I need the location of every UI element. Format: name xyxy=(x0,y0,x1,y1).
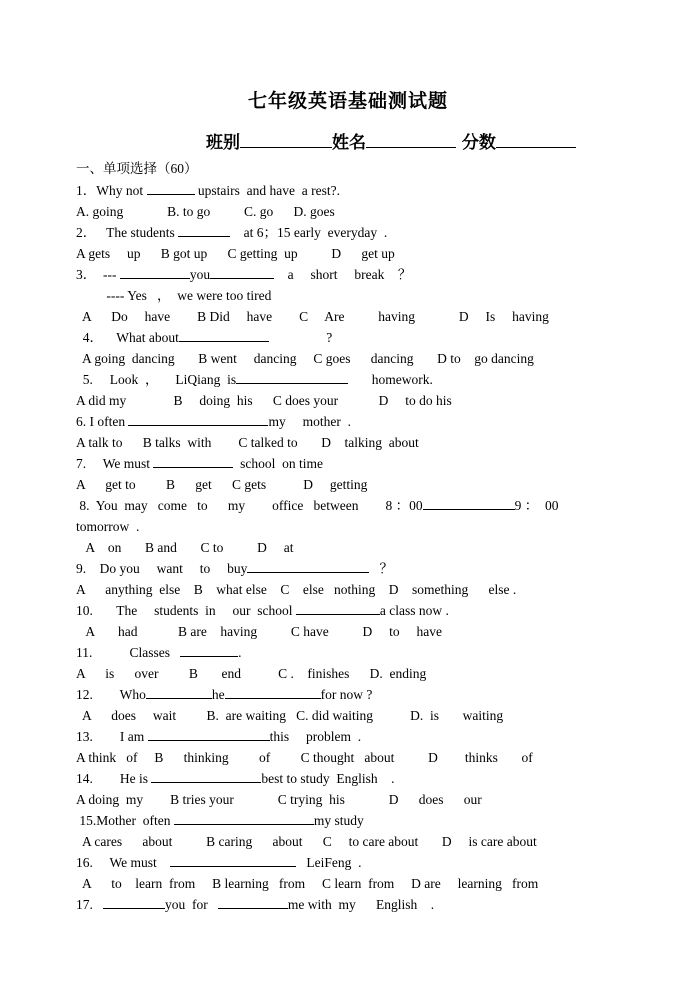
answer-blank[interactable] xyxy=(225,686,321,699)
line-text: 10. The students in our school xyxy=(76,603,296,618)
text-line xyxy=(76,350,534,368)
student-info-header xyxy=(206,127,576,153)
answer-blank[interactable] xyxy=(180,644,238,657)
line-text: my study xyxy=(313,813,364,828)
answer-blank[interactable] xyxy=(147,182,195,195)
text-line xyxy=(76,413,351,431)
answer-blank[interactable] xyxy=(210,266,274,279)
text-line xyxy=(76,581,516,599)
line-text: 4． What about xyxy=(76,330,179,345)
line-text: A. going B. to go C. go D. goes xyxy=(76,204,335,219)
text-line xyxy=(76,371,433,389)
answer-blank[interactable] xyxy=(151,770,261,783)
line-text: 3． --- xyxy=(76,267,120,282)
text-line xyxy=(76,560,393,578)
text-line xyxy=(76,665,426,683)
answer-blank[interactable] xyxy=(146,686,212,699)
line-text: A anything else B what else C else nothing D something else . xyxy=(76,582,517,597)
line-text: best to study English . xyxy=(261,771,395,786)
line-text: A does wait B. are waiting C. did waiting D. is waiting xyxy=(76,708,504,723)
line-text: 13. I am xyxy=(76,729,148,744)
text-line xyxy=(76,329,332,347)
answer-blank[interactable] xyxy=(236,371,348,384)
text-line xyxy=(76,875,538,893)
name-blank[interactable] xyxy=(366,127,456,148)
score-label: 分数 xyxy=(461,133,496,153)
text-line xyxy=(76,160,198,178)
text-line xyxy=(76,497,558,515)
text-line xyxy=(76,749,533,767)
line-text: 8. You may come to my office between 8 ：00 xyxy=(76,498,423,513)
line-text: a class now . xyxy=(379,603,449,618)
line-text: A cares about B caring about C to care about D is care about xyxy=(76,834,537,849)
name-label: 姓名 xyxy=(332,133,366,153)
text-line xyxy=(76,644,242,662)
text-line xyxy=(76,686,372,704)
answer-blank[interactable] xyxy=(423,497,515,510)
line-text: 6. I often xyxy=(76,414,129,429)
line-text: 1．Why not xyxy=(76,183,147,198)
text-line xyxy=(76,392,452,410)
line-text: A think of B thinking of C thought about D thinks of xyxy=(76,750,533,765)
text-line xyxy=(76,791,482,809)
page-title: 七年级英语基础测试题 xyxy=(247,90,448,112)
line-text: upstairs and have a rest?. xyxy=(194,183,340,198)
line-text: he xyxy=(211,687,225,702)
line-text: this problem . xyxy=(269,729,362,744)
answer-blank[interactable] xyxy=(128,413,268,426)
line-text: A doing my B tries your C trying his D does our xyxy=(76,792,482,807)
line-text: 17. xyxy=(76,897,103,912)
answer-blank[interactable] xyxy=(153,455,233,468)
line-text: ---- Yes ， we were too tired xyxy=(76,288,272,303)
line-text: A to learn from B learning from C learn from D are learning from xyxy=(76,876,539,891)
text-line xyxy=(76,623,442,641)
line-text: . xyxy=(238,645,242,660)
line-text: my mother . xyxy=(268,414,351,429)
text-line xyxy=(76,728,361,746)
line-text: A did my B doing his C does your D to do his xyxy=(76,393,452,408)
line-text: ？ xyxy=(369,561,393,576)
text-line xyxy=(76,266,411,284)
text-line xyxy=(76,896,434,914)
text-line xyxy=(76,203,335,221)
text-line xyxy=(76,182,340,200)
text-line xyxy=(76,602,449,620)
answer-blank[interactable] xyxy=(179,329,269,342)
line-text: a short break ？ xyxy=(274,267,412,282)
line-text: A gets up B got up C getting up D get up xyxy=(76,246,395,261)
line-text: 12. Who xyxy=(76,687,146,702)
answer-blank[interactable] xyxy=(148,728,270,741)
answer-blank[interactable] xyxy=(103,896,165,909)
line-text: for now ? xyxy=(320,687,373,702)
line-text: A going dancing B went dancing C goes dancing D to go dancing xyxy=(76,351,534,366)
line-text: 5. Look ， LiQiang is xyxy=(76,372,237,387)
line-text: 2． The students xyxy=(76,225,179,240)
line-text: you xyxy=(189,267,211,282)
line-text: LeiFeng . xyxy=(296,855,362,870)
line-text: A Do have B Did have C Are having D Is having xyxy=(76,309,549,324)
line-text: A had B are having C have D to have xyxy=(76,624,442,639)
line-text: 14. He is xyxy=(76,771,152,786)
line-text: A talk to B talks with C talked to D talking about xyxy=(76,435,419,450)
text-line xyxy=(76,308,549,326)
answer-blank[interactable] xyxy=(174,812,314,825)
line-text: A on B and C to D at xyxy=(76,540,294,555)
answer-blank[interactable] xyxy=(178,224,230,237)
text-line xyxy=(76,812,364,830)
answer-blank[interactable] xyxy=(218,896,288,909)
score-blank[interactable] xyxy=(496,127,576,148)
line-text: 16. We must xyxy=(76,855,171,870)
line-text: school on time xyxy=(233,456,324,471)
text-line xyxy=(76,245,395,263)
line-text: at 6；15 early everyday . xyxy=(230,225,388,240)
text-line xyxy=(76,434,419,452)
text-line xyxy=(76,287,271,305)
class-blank[interactable] xyxy=(240,127,332,148)
answer-blank[interactable] xyxy=(120,266,190,279)
line-text: me with my English . xyxy=(287,897,435,912)
line-text: 一、单项选择（60） xyxy=(76,161,198,176)
answer-blank[interactable] xyxy=(296,602,380,615)
text-line xyxy=(76,707,503,725)
line-text: homework. xyxy=(348,372,433,387)
answer-blank[interactable] xyxy=(170,854,296,867)
text-line xyxy=(76,518,139,536)
class-label: 班别 xyxy=(206,133,240,153)
line-text: 7. We must xyxy=(76,456,154,471)
line-text: tomorrow . xyxy=(76,519,140,534)
text-line xyxy=(76,455,323,473)
text-line xyxy=(76,833,537,851)
text-line xyxy=(76,476,367,494)
text-line xyxy=(76,770,395,788)
line-text: A get to B get C gets D getting xyxy=(76,477,368,492)
line-text: A is over B end C . finishes D. ending xyxy=(76,666,427,681)
answer-blank[interactable] xyxy=(247,560,369,573)
text-line xyxy=(76,854,362,872)
line-text: you for xyxy=(165,897,218,912)
line-text: 9. Do you want to buy xyxy=(76,561,248,576)
line-text: 11. Classes xyxy=(76,645,181,660)
text-line xyxy=(76,539,294,557)
text-line xyxy=(76,224,387,242)
line-text: 9 ： 00 xyxy=(514,498,559,513)
line-text: ? xyxy=(268,330,333,345)
line-text: 15.Mother often xyxy=(76,813,174,828)
